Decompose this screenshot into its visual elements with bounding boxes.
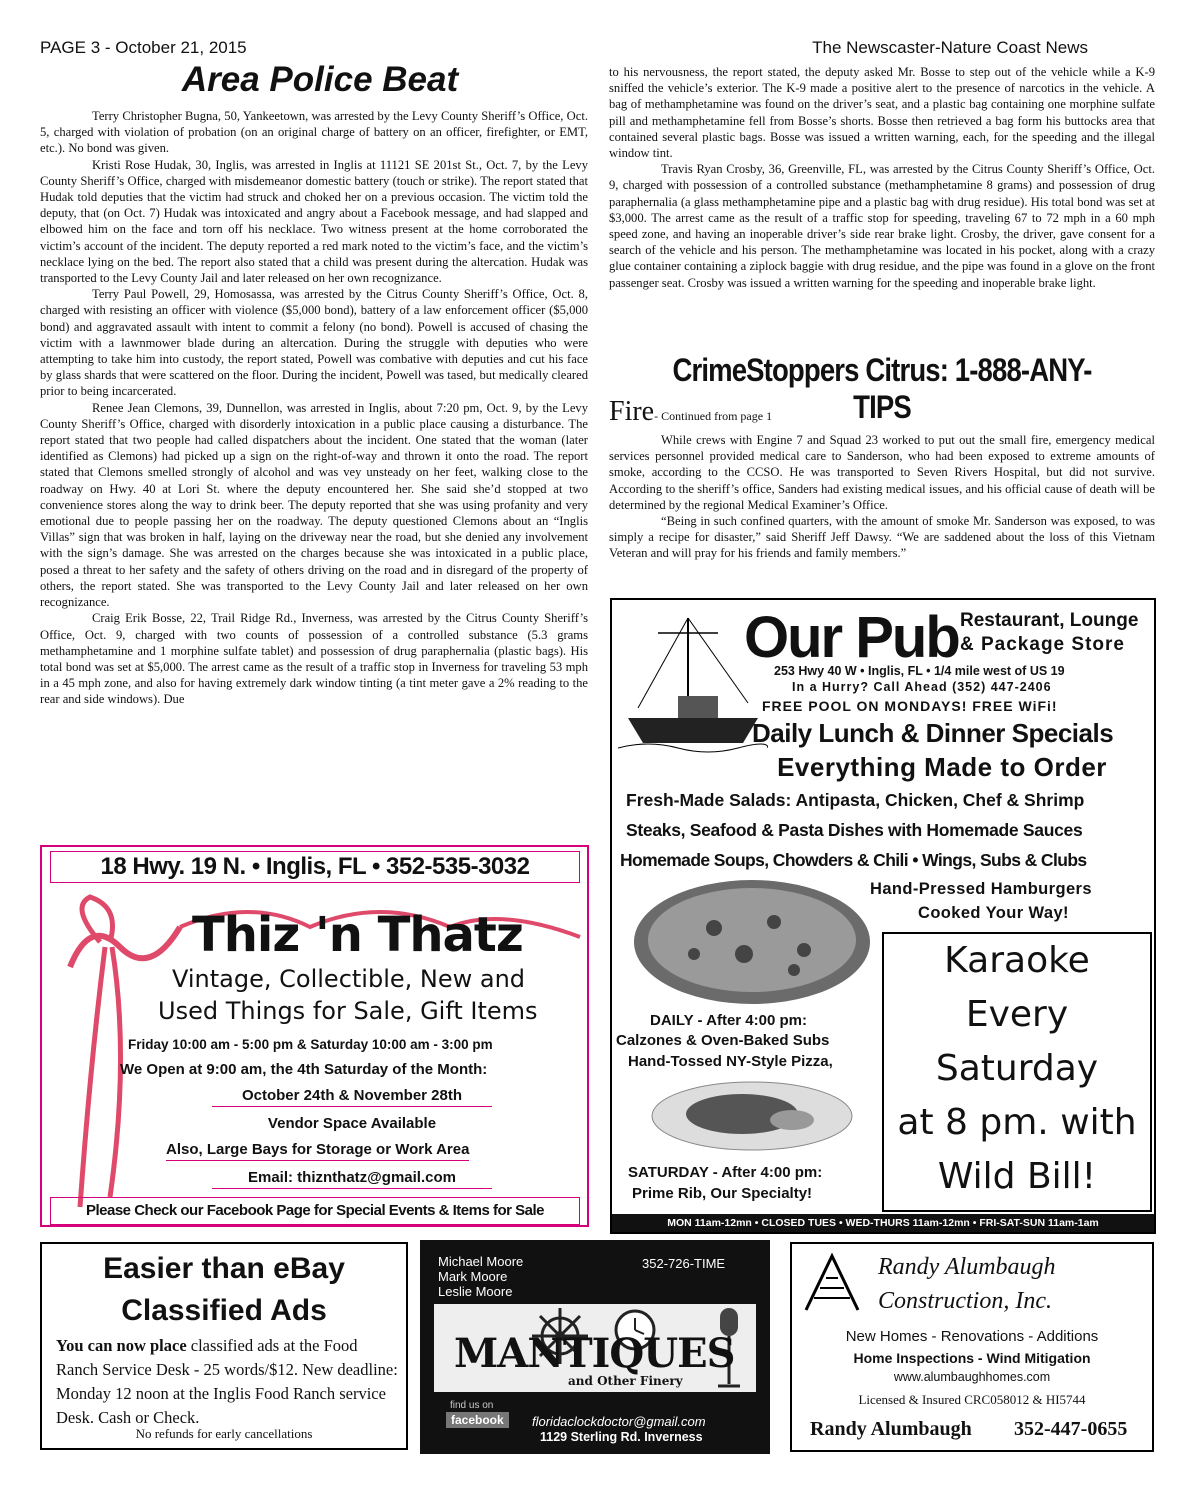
our-pub-menu2: Steaks, Seafood & Pasta Dishes with Homemade Sauces — [626, 820, 1083, 840]
our-pub-tag1: Restaurant, Lounge — [960, 610, 1139, 631]
thiz-name: Thiz 'n Thatz — [192, 907, 523, 963]
antiques-owner: Mark Moore — [438, 1269, 508, 1284]
article-paragraph: to his nervousness, the report stated, the deputy asked Mr. Bosse to step out of the vehicle while a K-9 sniffed the vehicle’s exterior. The K-9 made a positive alert to the presence of narcotics in the vehicle. A bag of methamphetamine was found on the driver’s seat, and a plastic bag containing one morphine sulfate pill and methamphetamine fell from Bosse’s shorts. Bosse then retrieved a bag form his buttocks area that contained several plastic bags. Bosse was issued a written warning, each, for the speeding and the illegal window tint. — [609, 65, 1155, 161]
thiz-vendor: Vendor Space Available — [267, 1115, 437, 1132]
article-paragraph: Craig Erik Bosse, 22, Trail Ridge Rd., Inverness, was arrested by the Citrus County Sheriff’s Office, Oct. 9, charged with two counts of possession of a controlled substance (5.3 grams methamphetamine and 1 morphine sulfate tablet) and possession of drug paraphernalia (plastic bags). His total bond was set at $5,000. The arrest came as the result of a traffic stop in Inverness for traveling 53 mph in a 45 mph zone, and also for having extremely dark window tinting (a tint meter gave a 2% reading to the rear and side windows). Due — [40, 611, 588, 707]
article-paragraph: While crews with Engine 7 and Squad 23 worked to put out the small fire, emergency medical services personnel provided medical care to Sanderson, who had been exposed to extreme amounts of smoke, according to the CCSO. He was transported to Seven Rivers Hospital, but did not survive. According to the sheriff’s office, Sanders had existing medical issues, and his official cause of death will be determined by the regional Medical Examiner’s Office. — [609, 433, 1155, 512]
alumbaugh-license: Licensed & Insured CRC058012 & HI5744 — [858, 1392, 1086, 1407]
alumbaugh-contact: Randy Alumbaugh — [810, 1418, 972, 1440]
alumbaugh-ad — [790, 1242, 1154, 1452]
classified-text — [56, 1334, 402, 1430]
antiques-logo: MANTIQUES — [454, 1330, 735, 1377]
antiques-phone: 352-726-TIME — [642, 1256, 726, 1271]
classified-body: classified ads at the Food Ranch Service Desk - 25 words/$12. New deadline: Monday 12 noon at the Inglis Food Ranch service Desk. Cash or Check. — [56, 1336, 398, 1427]
karaoke-box — [882, 932, 1152, 1212]
our-pub-ad — [610, 598, 1156, 1234]
police-beat-continuation — [609, 64, 1155, 291]
classified-ad — [40, 1242, 408, 1450]
classified-title2: Classified Ads — [121, 1294, 327, 1327]
article-paragraph: Terry Paul Powell, 29, Homosassa, was arrested by the Citrus County Sheriff’s Office, Oct. 8, charged with resisting an officer with violence ($5,000 bond), battery of a law enforcement officer ($5,000 bond) and aggravated assault with intent to commit a felony (no bond). Powell is accused of chasing the victim with a lawnmower blade during an altercation. During the struggle with deputies who were attempting to take him into custody, the report stated, Powell was combative with deputies and cut his face by glass shards that were scattered on the floor. During the incident, Powell was tased, but medically cleared prior to being incarcerated. — [40, 287, 588, 399]
our-pub-call: In a Hurry? Call Ahead (352) 447-2406 — [792, 680, 1052, 694]
thiz-n-thatz-ad — [40, 845, 589, 1227]
our-pub-sat2: Prime Rib, Our Specialty! — [632, 1185, 813, 1202]
alumbaugh-phone: 352-447-0655 — [1014, 1418, 1128, 1440]
antiques-find: find us on — [450, 1400, 494, 1411]
thiz-email: Email: thiznthatz@gmail.com — [212, 1169, 492, 1189]
our-pub-menu1: Fresh-Made Salads: Antipasta, Chicken, Chef & Shrimp — [626, 790, 1085, 810]
fire-heading: Fire — [609, 396, 655, 427]
our-pub-specials1: Daily Lunch & Dinner Specials — [752, 718, 1114, 748]
karaoke-line: Saturday — [935, 1048, 1099, 1089]
thiz-bays: Also, Large Bays for Storage or Work Area — [166, 1141, 469, 1161]
article-paragraph: Kristi Rose Hudak, 30, Inglis, was arrested in Inglis at 11121 SE 201st St., Oct. 7, by the Levy County Sheriff’s Office, charged with misdemeanor domestic battery (touch or strike). The report stated that Hudak told deputies that the victim had struck and choked her on a previous occasion. The victim told the deputy, that (on Oct. 7) Hudak was intoxicated and angry about a Facebook message, and had slapped and elbowed him on the face and torn off his necklace. Two witness present at the home corroborated the victim’s account of the incident. The deputy reported a red mark noted to the victim’s face, and the victim’s necklace lying on the bed. The report also stated that a child was present during the altercation. Hudak was transported to the Levy County Jail and later released on her own recognizance. — [40, 157, 588, 286]
police-beat-body — [40, 108, 588, 708]
our-pub-burgers1: Hand-Pressed Hamburgers — [870, 880, 1092, 898]
our-pub-daily2: Calzones & Oven-Baked Subs — [616, 1032, 830, 1049]
alumbaugh-name: Randy Alumbaugh — [878, 1254, 1056, 1280]
our-pub-free: FREE POOL ON MONDAYS! FREE WiFi! — [762, 698, 1058, 714]
classified-note: No refunds for early cancellations — [135, 1426, 313, 1441]
antiques-owner: Michael Moore — [438, 1254, 524, 1269]
antiques-email: floridaclockdoctor@gmail.com — [532, 1414, 706, 1429]
antiques-owner: Leslie Moore — [438, 1284, 513, 1299]
paper-name: The Newscaster-Nature Coast News — [812, 38, 1088, 57]
antiques-logo-panel — [434, 1304, 756, 1392]
prime-rib-photo — [642, 1076, 862, 1156]
our-pub-daily3: Hand-Tossed NY-Style Pizza, — [628, 1053, 833, 1070]
fire-continued-label: - Continued from page 1 — [654, 409, 773, 423]
our-pub-burgers2: Cooked Your Way! — [918, 904, 1069, 922]
thiz-hours: Friday 10:00 am - 5:00 pm & Saturday 10:00 am - 3:00 pm — [128, 1037, 493, 1052]
thiz-dates: October 24th & November 28th — [212, 1087, 492, 1107]
karaoke-line: at 8 pm. with — [897, 1102, 1137, 1143]
our-pub-sat1: SATURDAY - After 4:00 pm: — [628, 1164, 823, 1181]
antiques-tagline: and Other Finery — [568, 1374, 683, 1388]
thiz-line2: Used Things for Sale, Gift Items — [158, 997, 538, 1025]
thiz-top-bar: 18 Hwy. 19 N. • Inglis, FL • 352-535-3032 — [50, 851, 580, 883]
alumbaugh-services: New Homes - Renovations - Additions — [845, 1328, 1099, 1345]
our-pub-hours: MON 11am-12mn • CLOSED TUES • WED-THURS 11am-12mn • FRI-SAT-SUN 11am-1am — [612, 1214, 1154, 1232]
police-beat-title: Area Police Beat — [181, 60, 459, 99]
page-label: PAGE 3 - October 21, 2015 — [40, 38, 247, 57]
alumbaugh-inspections: Home Inspections - Wind Mitigation — [853, 1350, 1091, 1366]
antiques-names — [438, 1254, 523, 1299]
thiz-line1: Vintage, Collectible, New and — [172, 965, 526, 993]
classified-title1: Easier than eBay — [103, 1252, 345, 1285]
karaoke-line: Every — [965, 994, 1069, 1035]
our-pub-specials2: Everything Made to Order — [777, 752, 1107, 782]
fire-title — [609, 396, 772, 428]
our-pub-daily1: DAILY - After 4:00 pm: — [650, 1012, 807, 1029]
facebook-badge[interactable]: facebook — [446, 1412, 509, 1428]
article-paragraph: “Being in such confined quarters, with the amount of smoke Mr. Sanderson was exposed, to was simply a recipe for disaster,” said Sheriff Jeff Dawsy. “We are saddened about the loss of this Vietnam Veteran and will pray for his friends and family members.” — [609, 514, 1155, 561]
crimestoppers-banner: CrimeStoppers Citrus: 1-888-ANY-TIPS — [672, 352, 1092, 425]
alumbaugh-logo-icon — [802, 1252, 862, 1314]
thiz-open: We Open at 9:00 am, the 4th Saturday of the Month: — [120, 1061, 488, 1078]
antiques-address: 1129 Sterling Rd. Inverness — [540, 1430, 703, 1444]
article-paragraph: Renee Jean Clemons, 39, Dunnellon, was arrested in Inglis, about 7:20 pm, Oct. 9, by the Levy County Sheriff’s Office, charged with disorderly intoxication in a public place causing a disturbance. The report stated that two people had called dispatchers about the incident. One stated that the woman (later identified as Clemons) had picked up a sign on the right-of-way and thrown it onto the road. The report stated that Clemons smelled strongly of alcohol and was vey unsteady on her feet, walking close to the roadway on Hwy. 40 at Lori St. where the deputy encountered her. She said she’d stopped at two convenience stores along the way to drink beer. The deputy reported that she was using profanity and very emotional due to people passing her on the roadway. The deputy questioned Clemons about an “Inglis Villas” sign that was broken in half, laying on the driveway near the road, but she denied any involvement with the sign’s damage. She was arrested on the charges because she was intoxicated in a public place, posed a threat to her safety and the safety of others driving on the road and in disregard of the property of others, the report stated. She was transported to the Levy County Jail and later released on her own recognizance. — [40, 400, 588, 610]
our-pub-menu3: Homemade Soups, Chowders & Chili • Wings, Subs & Clubs — [620, 850, 1087, 870]
karaoke-line: Wild Bill! — [937, 1156, 1097, 1197]
antiques-ad — [420, 1240, 770, 1454]
karaoke-line: Karaoke — [944, 940, 1090, 981]
our-pub-address: 253 Hwy 40 W • Inglis, FL • 1/4 mile west of US 19 — [774, 664, 1065, 678]
article-paragraph: Travis Ryan Crosby, 36, Greenville, FL, was arrested by the Citrus County Sheriff’s Office, Oct. 9, charged with possession of a controlled substance (methamphetamine 8 grams) and possession of drug paraphernalia (a glass methamphetamine pipe and a plastic bag with drug residue). His total bond was set at $3,000. The arrest came as the result of a traffic stop for speeding, traveling 67 to 72 mph in a 60 mph speed zone, and having an inoperable driver’s side rear brake light. Crosby, the driver, gave consent for a search of the vehicle and his person. The methamphetamine was located in his pocket, along with a crazy glue container containing a ziplock baggie with drug residue, and the pipe was found in a glove on the front passenger seat. Crosby was issued a written warning for the speeding and inoperable brake light. — [609, 162, 1155, 290]
our-pub-name: Our Pub — [744, 605, 959, 670]
our-pub-tag2: & Package Store — [960, 634, 1125, 655]
alumbaugh-company: Construction, Inc. — [878, 1288, 1052, 1314]
alumbaugh-website[interactable]: www.alumbaughhomes.com — [893, 1370, 1051, 1384]
article-paragraph: Terry Christopher Bugna, 50, Yankeetown, was arrested by the Levy County Sheriff’s Office, Oct. 5, charged with violation of probation (on an original charge of battery on an officer, firefighter, or EMT, etc.). No bond was given. — [40, 109, 588, 156]
classified-lead: You can now place — [56, 1336, 187, 1355]
thiz-bottom-bar: Please Check our Facebook Page for Special Events & Items for Sale — [50, 1197, 580, 1225]
fire-body — [609, 432, 1155, 562]
pizza-photo — [624, 862, 874, 1012]
